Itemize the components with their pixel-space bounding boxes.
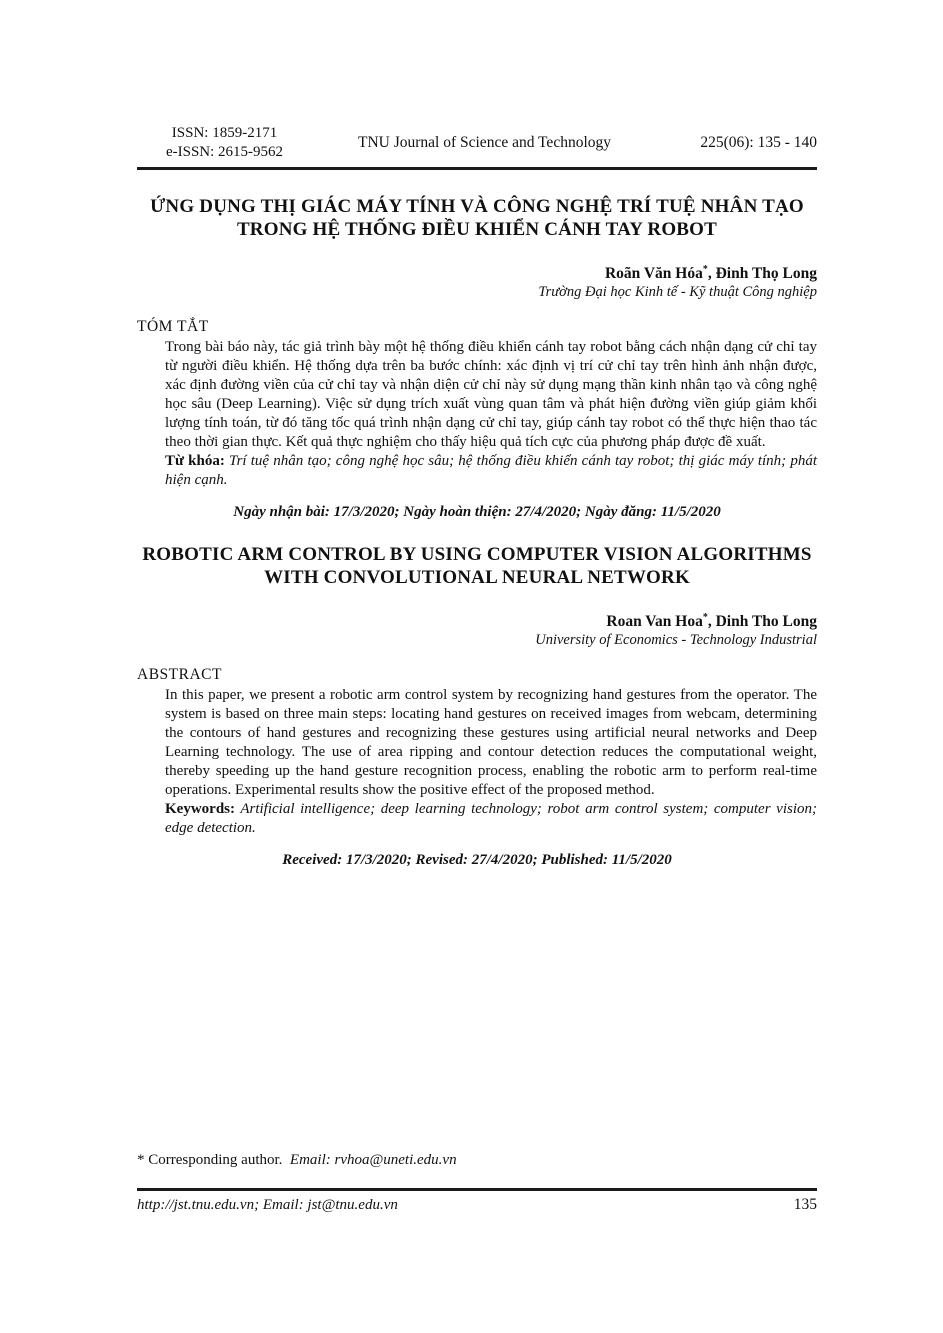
en-dates: Received: 17/3/2020; Revised: 27/4/2020; Published: 11/5/2020 — [282, 852, 672, 869]
en-title-line2: WITH CONVOLUTIONAL NEURAL NETWORK — [264, 566, 690, 588]
footer-site-link[interactable]: http://jst.tnu.edu.vn; — [137, 1197, 260, 1213]
vi-abstract-text: Trong bài báo này, tác giả trình bày một hệ thống điều khiển cánh tay robot bằng cách nhận dạng cử chỉ tay từ người điều khiển. Hệ thống dựa trên ba bước chính: xác định vị trí cử chỉ tay trên hình ảnh nhận được, xác định đường viền của cử chỉ tay và nhận diện cử chỉ này sử dụng mạng thần kinh nhân tạo và công nghệ học sâu (Deep Learning). Việc sử dụng trích xuất vùng quan tâm và phát hiện đường viền giúp giảm khối lượng tính toán, từ đó tăng tốc quá trình nhận dạng cử chỉ tay, giúp cánh tay robot có thể thực hiện thao tác theo thời gian thực. Kết quả thực nghiệm cho thấy hiệu quả tích cực của phương pháp được đề xuất. — [165, 339, 817, 451]
issn-block — [137, 124, 312, 162]
en-abstract-text: In this paper, we present a robotic arm control system by recognizing hand gestures from the operator. The system is based on three main steps: locating hand gestures on received images from webcam, determining the contours of hand gestures and recognizing these gestures using artificial neural networks and Deep Learning technology. The use of area ripping and contour detection reduces the computational weight, thereby speeding up the hand gesture recognition process, enabling the robotic arm to perform real-time operations. Experimental results show the positive effect of the proposed method. — [165, 687, 817, 799]
journal-header — [137, 124, 817, 170]
en-author-primary: Roan Van Hoa — [606, 613, 703, 631]
en-keywords — [165, 800, 817, 838]
en-keywords-label: Keywords: — [165, 801, 235, 818]
vi-author-primary: Roãn Văn Hóa — [604, 265, 703, 283]
en-title — [137, 544, 817, 589]
journal-name: TNU Journal of Science and Technology — [357, 134, 612, 151]
corresponding-author-marker: * — [702, 264, 708, 275]
vi-keywords-label: Từ khóa: — [165, 453, 225, 470]
vi-keywords — [165, 452, 817, 490]
vi-author-names — [137, 260, 817, 283]
vi-title-line2: TRONG HỆ THỐNG ĐIỀU KHIỂN CÁNH TAY ROBOT — [236, 218, 718, 240]
footer-rule — [137, 1188, 817, 1191]
page-footer — [137, 1196, 817, 1214]
footnote-email-link[interactable]: Email: rvhoa@uneti.edu.vn — [289, 1152, 457, 1168]
vi-title — [137, 196, 817, 241]
eissn: e-ISSN: 2615-9562 — [165, 144, 284, 160]
vi-abstract-heading: TÓM TẮT — [137, 318, 209, 336]
footnote-email — [286, 1152, 456, 1168]
footer-email-link[interactable]: Email: jst@tnu.edu.vn — [262, 1197, 398, 1213]
issn: ISSN: 1859-2171 — [171, 125, 278, 141]
en-corresponding-author-marker: * — [702, 612, 708, 624]
en-title-line1: ROBOTIC ARM CONTROL BY USING COMPUTER VISION ALGORITHMS — [142, 544, 812, 566]
page-number: 135 — [793, 1196, 817, 1213]
en-author-names — [137, 608, 817, 631]
corresponding-author-note — [137, 1151, 817, 1170]
en-keywords-text: Artificial intelligence; deep learning technology; robot arm control system; computer vision; edge detection. — [165, 801, 817, 837]
vi-keywords-text: Trí tuệ nhân tạo; công nghệ học sâu; hệ thống điều khiển cánh tay robot; thị giác máy tính; phát hiện cạnh. — [165, 453, 817, 489]
en-affiliation: University of Economics - Technology Industrial — [535, 632, 817, 649]
en-abstract-body — [137, 686, 817, 838]
vi-author-secondary: , Đinh Thọ Long — [707, 265, 817, 283]
page-content — [137, 0, 817, 870]
issue-info: 225(06): 135 - 140 — [700, 134, 817, 151]
vi-dates: Ngày nhận bài: 17/3/2020; Ngày hoàn thiện: 27/4/2020; Ngày đăng: 11/5/2020 — [233, 504, 721, 521]
footnote-marker: * Corresponding author. — [137, 1152, 283, 1168]
vi-title-line1: ỨNG DỤNG THỊ GIÁC MÁY TÍNH VÀ CÔNG NGHỆ TRÍ TUỆ NHÂN TẠO — [150, 196, 804, 217]
vi-affiliation: Trường Đại học Kinh tế - Kỹ thuật Công nghiệp — [538, 284, 817, 301]
vi-authors-block — [137, 260, 817, 302]
en-authors-block — [137, 608, 817, 650]
en-author-secondary: , Dinh Tho Long — [707, 613, 817, 631]
footer-links — [137, 1197, 398, 1214]
en-abstract-heading: ABSTRACT — [137, 666, 222, 684]
vi-abstract-body — [137, 338, 817, 490]
